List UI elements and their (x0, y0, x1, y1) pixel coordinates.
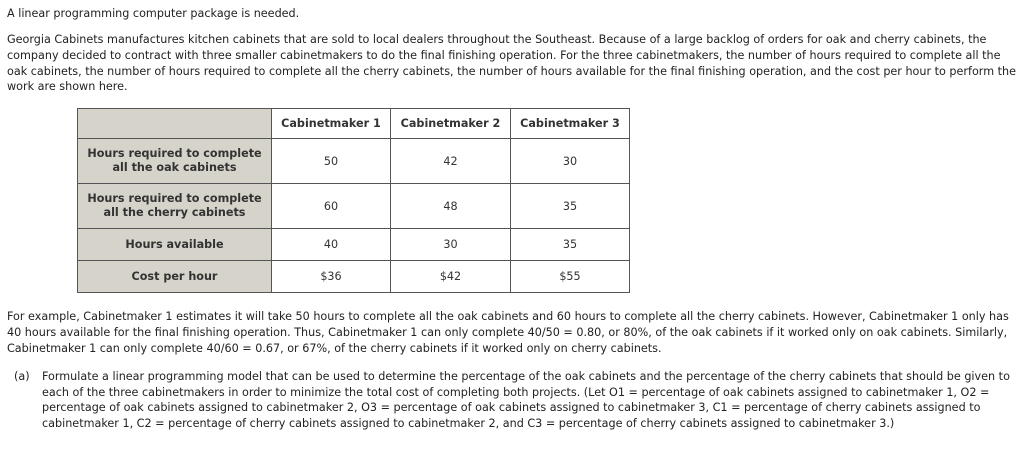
table-corner-cell (78, 109, 272, 139)
table-row-hours-available (78, 229, 630, 261)
part-a-text: Formulate a linear programming model that can be used to determine the percentage of the oak cabinets and the percentage of the cherry cabinets that should be given to each of the three cabinetmakers in order to minimize the total cost of completing both projects. (Let O1 = percentage of oak cabinets assigned to cabinetmaker 1, O2 = percentage of oak cabinets assigned to cabinetmaker 2, O3 = percentage of oak cabinets assigned to cabinetmaker 3, C1 = percentage of cherry cabinets assigned to cabinetmaker 1, C2 = percentage of cherry cabinets assigned to cabinetmaker 2, and C3 = percentage of cherry cabinets assigned to cabinetmaker 3.) (42, 370, 1010, 430)
column-header-cabinetmaker-3: Cabinetmaker 3 (511, 109, 630, 139)
cell-oak-hours-cabinetmaker-1: 50 (272, 139, 391, 184)
example-explanation: For example, Cabinetmaker 1 estimates it will take 50 hours to complete all the oak cabinets and 60 hours to complete all the cherry cabinets. However, Cabinetmaker 1 only has 40 hours available for the final finishing operation. Thus, Cabinetmaker 1 can only complete 40/50 = 0.80, or 80%, of the oak cabinets if it worked only on oak cabinets. Similarly, Cabinetmaker 1 can only complete 40/60 = 0.67, or 67%, of the cherry cabinets if it worked only on cherry cabinets. (7, 310, 1009, 355)
table-header-row (78, 109, 630, 139)
column-header-cabinetmaker-1: Cabinetmaker 1 (272, 109, 391, 139)
problem-description: Georgia Cabinets manufactures kitchen cabinets that are sold to local dealers throughout the Southeast. Because of a large backlog of orders for oak and cherry cabinets, the company decided to contract with three smaller cabinetmakers to do the final finishing operation. For the three cabinetmakers, the number of hours required to complete all the oak cabinets, the number of hours required to complete all the cherry cabinets, the number of hours available for the final finishing operation, and the cost per hour to perform the work are shown here. (7, 33, 1017, 94)
row-label-oak-hours: Hours required to complete all the oak cabinets (78, 139, 272, 184)
table-row-cost-per-hour (78, 261, 630, 293)
cell-cost-cabinetmaker-3: $55 (511, 261, 630, 293)
cabinetmaker-table (77, 108, 630, 293)
column-header-cabinetmaker-2: Cabinetmaker 2 (391, 109, 511, 139)
cell-cherry-hours-cabinetmaker-1: 60 (272, 184, 391, 229)
cell-oak-hours-cabinetmaker-2: 42 (391, 139, 511, 184)
question-part-a (14, 369, 1019, 431)
cell-hours-available-cabinetmaker-1: 40 (272, 229, 391, 261)
row-label-cost-per-hour: Cost per hour (78, 261, 272, 293)
cell-oak-hours-cabinetmaker-3: 30 (511, 139, 630, 184)
intro-text: A linear programming computer package is needed. (7, 7, 300, 20)
table-row-cherry-hours (78, 184, 630, 229)
cell-cost-cabinetmaker-2: $42 (391, 261, 511, 293)
cell-cherry-hours-cabinetmaker-3: 35 (511, 184, 630, 229)
cell-hours-available-cabinetmaker-2: 30 (391, 229, 511, 261)
row-label-hours-available: Hours available (78, 229, 272, 261)
cell-cherry-hours-cabinetmaker-2: 48 (391, 184, 511, 229)
cell-hours-available-cabinetmaker-3: 35 (511, 229, 630, 261)
part-a-label: (a) (14, 370, 30, 383)
cell-cost-cabinetmaker-1: $36 (272, 261, 391, 293)
table-row-oak-hours (78, 139, 630, 184)
row-label-cherry-hours: Hours required to complete all the cherry cabinets (78, 184, 272, 229)
